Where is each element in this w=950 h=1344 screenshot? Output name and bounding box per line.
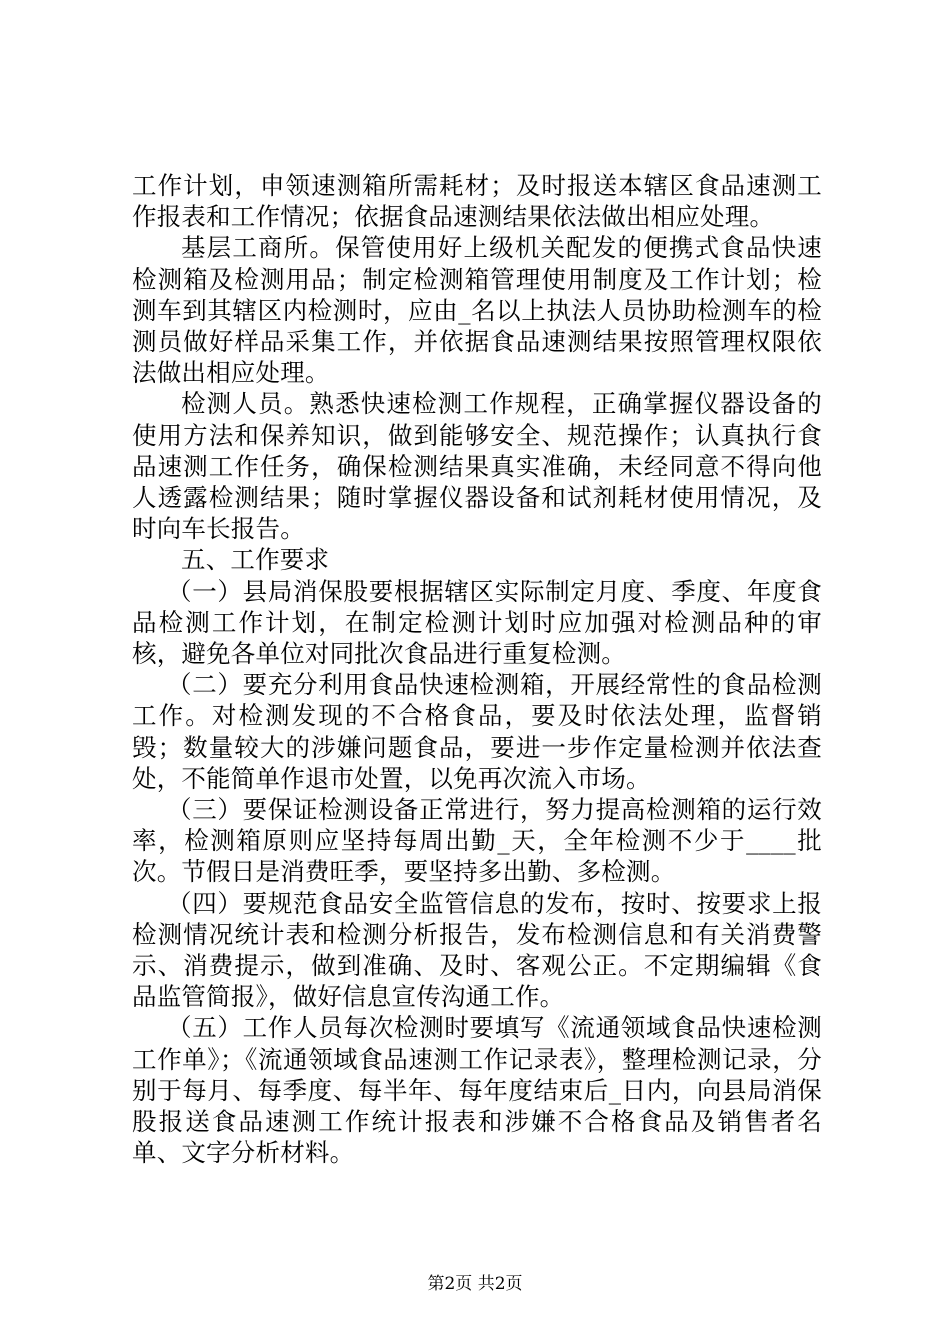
requirement-item-3: （三）要保证检测设备正常进行，努力提高检测箱的运行效率，检测箱原则应坚持每周出勤_天，全年检测不少于____批次。节假日是消费旺季，要坚持多出勤、多检测。: [132, 795, 822, 887]
requirement-item-1: （一）县局消保股要根据辖区实际制定月度、季度、年度食品检测工作计划，在制定检测计划时应加强对检测品种的审核，避免各单位对同批次食品进行重复检测。: [132, 576, 822, 669]
requirement-item-2: （二）要充分利用食品快速检测箱，开展经常性的食品检测工作。对检测发现的不合格食品，要及时依法处理，监督销毁；数量较大的涉嫌问题食品，要进一步作定量检测并依法查处，不能简单作退市处置，以免再次流入市场。: [132, 670, 822, 793]
section-heading-work-requirements: 五、工作要求: [181, 545, 330, 575]
requirement-item-4: （四）要规范食品安全监管信息的发布，按时、按要求上报检测情况统计表和检测分析报告，发布检测信息和有关消费警示、消费提示，做到准确、及时、客观公正。不定期编辑《食品监管简报》，做好信息宣传沟通工作。: [132, 888, 822, 1012]
paragraph-inspection-staff: 检测人员。熟悉快速检测工作规程，正确掌握仪器设备的使用方法和保养知识，做到能够安全、规范操作；认真执行食品速测工作任务，确保检测结果真实准确，未经同意不得向他人透露检测结果；随时掌握仪器设备和试剂耗材使用情况，及时向车长报告。: [132, 389, 822, 544]
paragraph-continued-work-plan: 工作计划，申领速测箱所需耗材；及时报送本辖区食品速测工作报表和工作情况；依据食品速测结果依法做出相应处理。: [132, 171, 822, 232]
document-body: [132, 170, 822, 1169]
requirement-item-5: （五）工作人员每次检测时要填写《流通领域食品快速检测工作单》；《流通领域食品速测工作记录表》，整理检测记录，分别于每月、每季度、每半年、每年度结束后_日内，向县局消保股报送食品速测工作统计报表和涉嫌不合格食品及销售者名单、文字分析材料。: [132, 1013, 822, 1168]
page-number: 第2页 共2页: [427, 1274, 523, 1294]
paragraph-grassroots-station: 基层工商所。保管使用好上级机关配发的便携式食品快速检测箱及检测用品；制定检测箱管理使用制度及工作计划；检测车到其辖区内检测时，应由_名以上执法人员协助检测车的检测员做好样品采集工作，并依据食品速测结果按照管理权限依法做出相应处理。: [132, 233, 822, 388]
page-footer: [0, 1273, 950, 1295]
